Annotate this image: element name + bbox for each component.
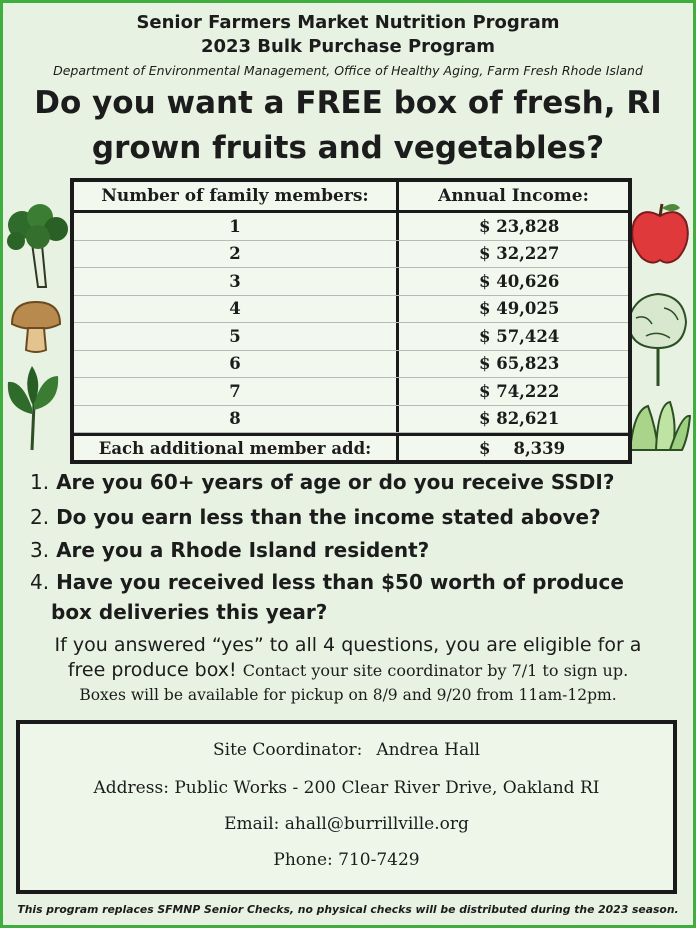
table-row (74, 296, 628, 324)
table-row (74, 378, 628, 406)
broccoli-icon (4, 203, 70, 289)
table-row (74, 241, 628, 269)
pickup-dates: Boxes will be available for pickup on 8/9 and 9/20 from 11am-12pm. (79, 686, 617, 704)
question-1 (30, 470, 614, 494)
table-row (74, 268, 628, 296)
site-coordinator-box (16, 720, 677, 894)
income-cell: $ 49,025 (479, 299, 560, 319)
coordinator-name: Andrea Hall (376, 740, 480, 760)
income-cell: $ 74,222 (479, 381, 560, 401)
additional-member-label: Each additional member add: (74, 436, 399, 460)
question-4 (30, 570, 624, 594)
question-4-continued: box deliveries this year? (51, 600, 328, 624)
question-text: Do you earn less than the income stated above? (56, 505, 601, 529)
table-header-row (74, 182, 628, 213)
phone-line: Phone: 710-7429 (273, 850, 420, 870)
address-line: Address: Public Works - 200 Clear River Drive, Oakland RI (93, 778, 600, 798)
members-cell: 4 (74, 296, 399, 323)
additional-member-row (74, 433, 628, 460)
coordinator-line (20, 740, 673, 760)
members-cell: 5 (74, 323, 399, 350)
members-cell: 8 (74, 406, 399, 433)
additional-member-value: $ 8,339 (479, 438, 566, 458)
table-row (74, 213, 628, 241)
program-title: Senior Farmers Market Nutrition Program (136, 12, 560, 33)
income-cell: $ 23,828 (479, 216, 560, 236)
members-cell: 2 (74, 241, 399, 268)
annual-income-header: Annual Income: (438, 186, 589, 206)
income-cell: $ 65,823 (479, 354, 560, 374)
spinach-icon (2, 364, 64, 452)
question-number: 3. (30, 538, 50, 562)
question-2 (30, 505, 601, 529)
headline-line-2: grown fruits and vegetables? (91, 130, 605, 166)
table-row (74, 406, 628, 434)
signup-text: Contact your site coordinator by 7/1 to sign up. (242, 661, 629, 680)
footer-note: This program replaces SFMNP Senior Checks, no physical checks will be distributed during the 2023 season. (17, 903, 679, 916)
question-text: Have you received less than $50 worth of produce (56, 570, 624, 594)
income-cell: $ 40,626 (479, 271, 560, 291)
members-cell: 3 (74, 268, 399, 295)
email-line: Email: ahall@burrillville.org (224, 814, 469, 834)
income-cell: $ 57,424 (479, 326, 560, 346)
free-box-text: free produce box! (67, 659, 237, 681)
eligibility-line-2 (0, 659, 696, 681)
income-cell: $ 82,621 (479, 409, 560, 429)
question-text: Are you 60+ years of age or do you receive SSDI? (56, 470, 615, 494)
question-number: 1. (30, 470, 50, 494)
eligibility-line-1: If you answered “yes” to all 4 questions, you are eligible for a (54, 634, 642, 656)
kale-icon (624, 288, 690, 388)
family-members-header: Number of family members: (74, 182, 399, 210)
question-number: 4. (30, 570, 50, 594)
question-number: 2. (30, 505, 50, 529)
program-subtitle: 2023 Bulk Purchase Program (200, 36, 496, 57)
table-row (74, 351, 628, 379)
coordinator-label: Site Coordinator: (213, 740, 363, 760)
members-cell: 6 (74, 351, 399, 378)
members-cell: 1 (74, 213, 399, 240)
apple-icon (628, 200, 692, 268)
question-3 (30, 538, 429, 562)
headline-line-1: Do you want a FREE box of fresh, RI (34, 85, 662, 121)
income-table (70, 178, 632, 464)
income-cell: $ 32,227 (479, 244, 560, 264)
table-row (74, 323, 628, 351)
mushroom-icon (8, 298, 64, 356)
members-cell: 7 (74, 378, 399, 405)
lettuce-icon (626, 400, 692, 454)
departments-line: Department of Environmental Management, Office of Healthy Aging, Farm Fresh Rhode Island (53, 63, 643, 78)
question-text: Are you a Rhode Island resident? (56, 538, 430, 562)
